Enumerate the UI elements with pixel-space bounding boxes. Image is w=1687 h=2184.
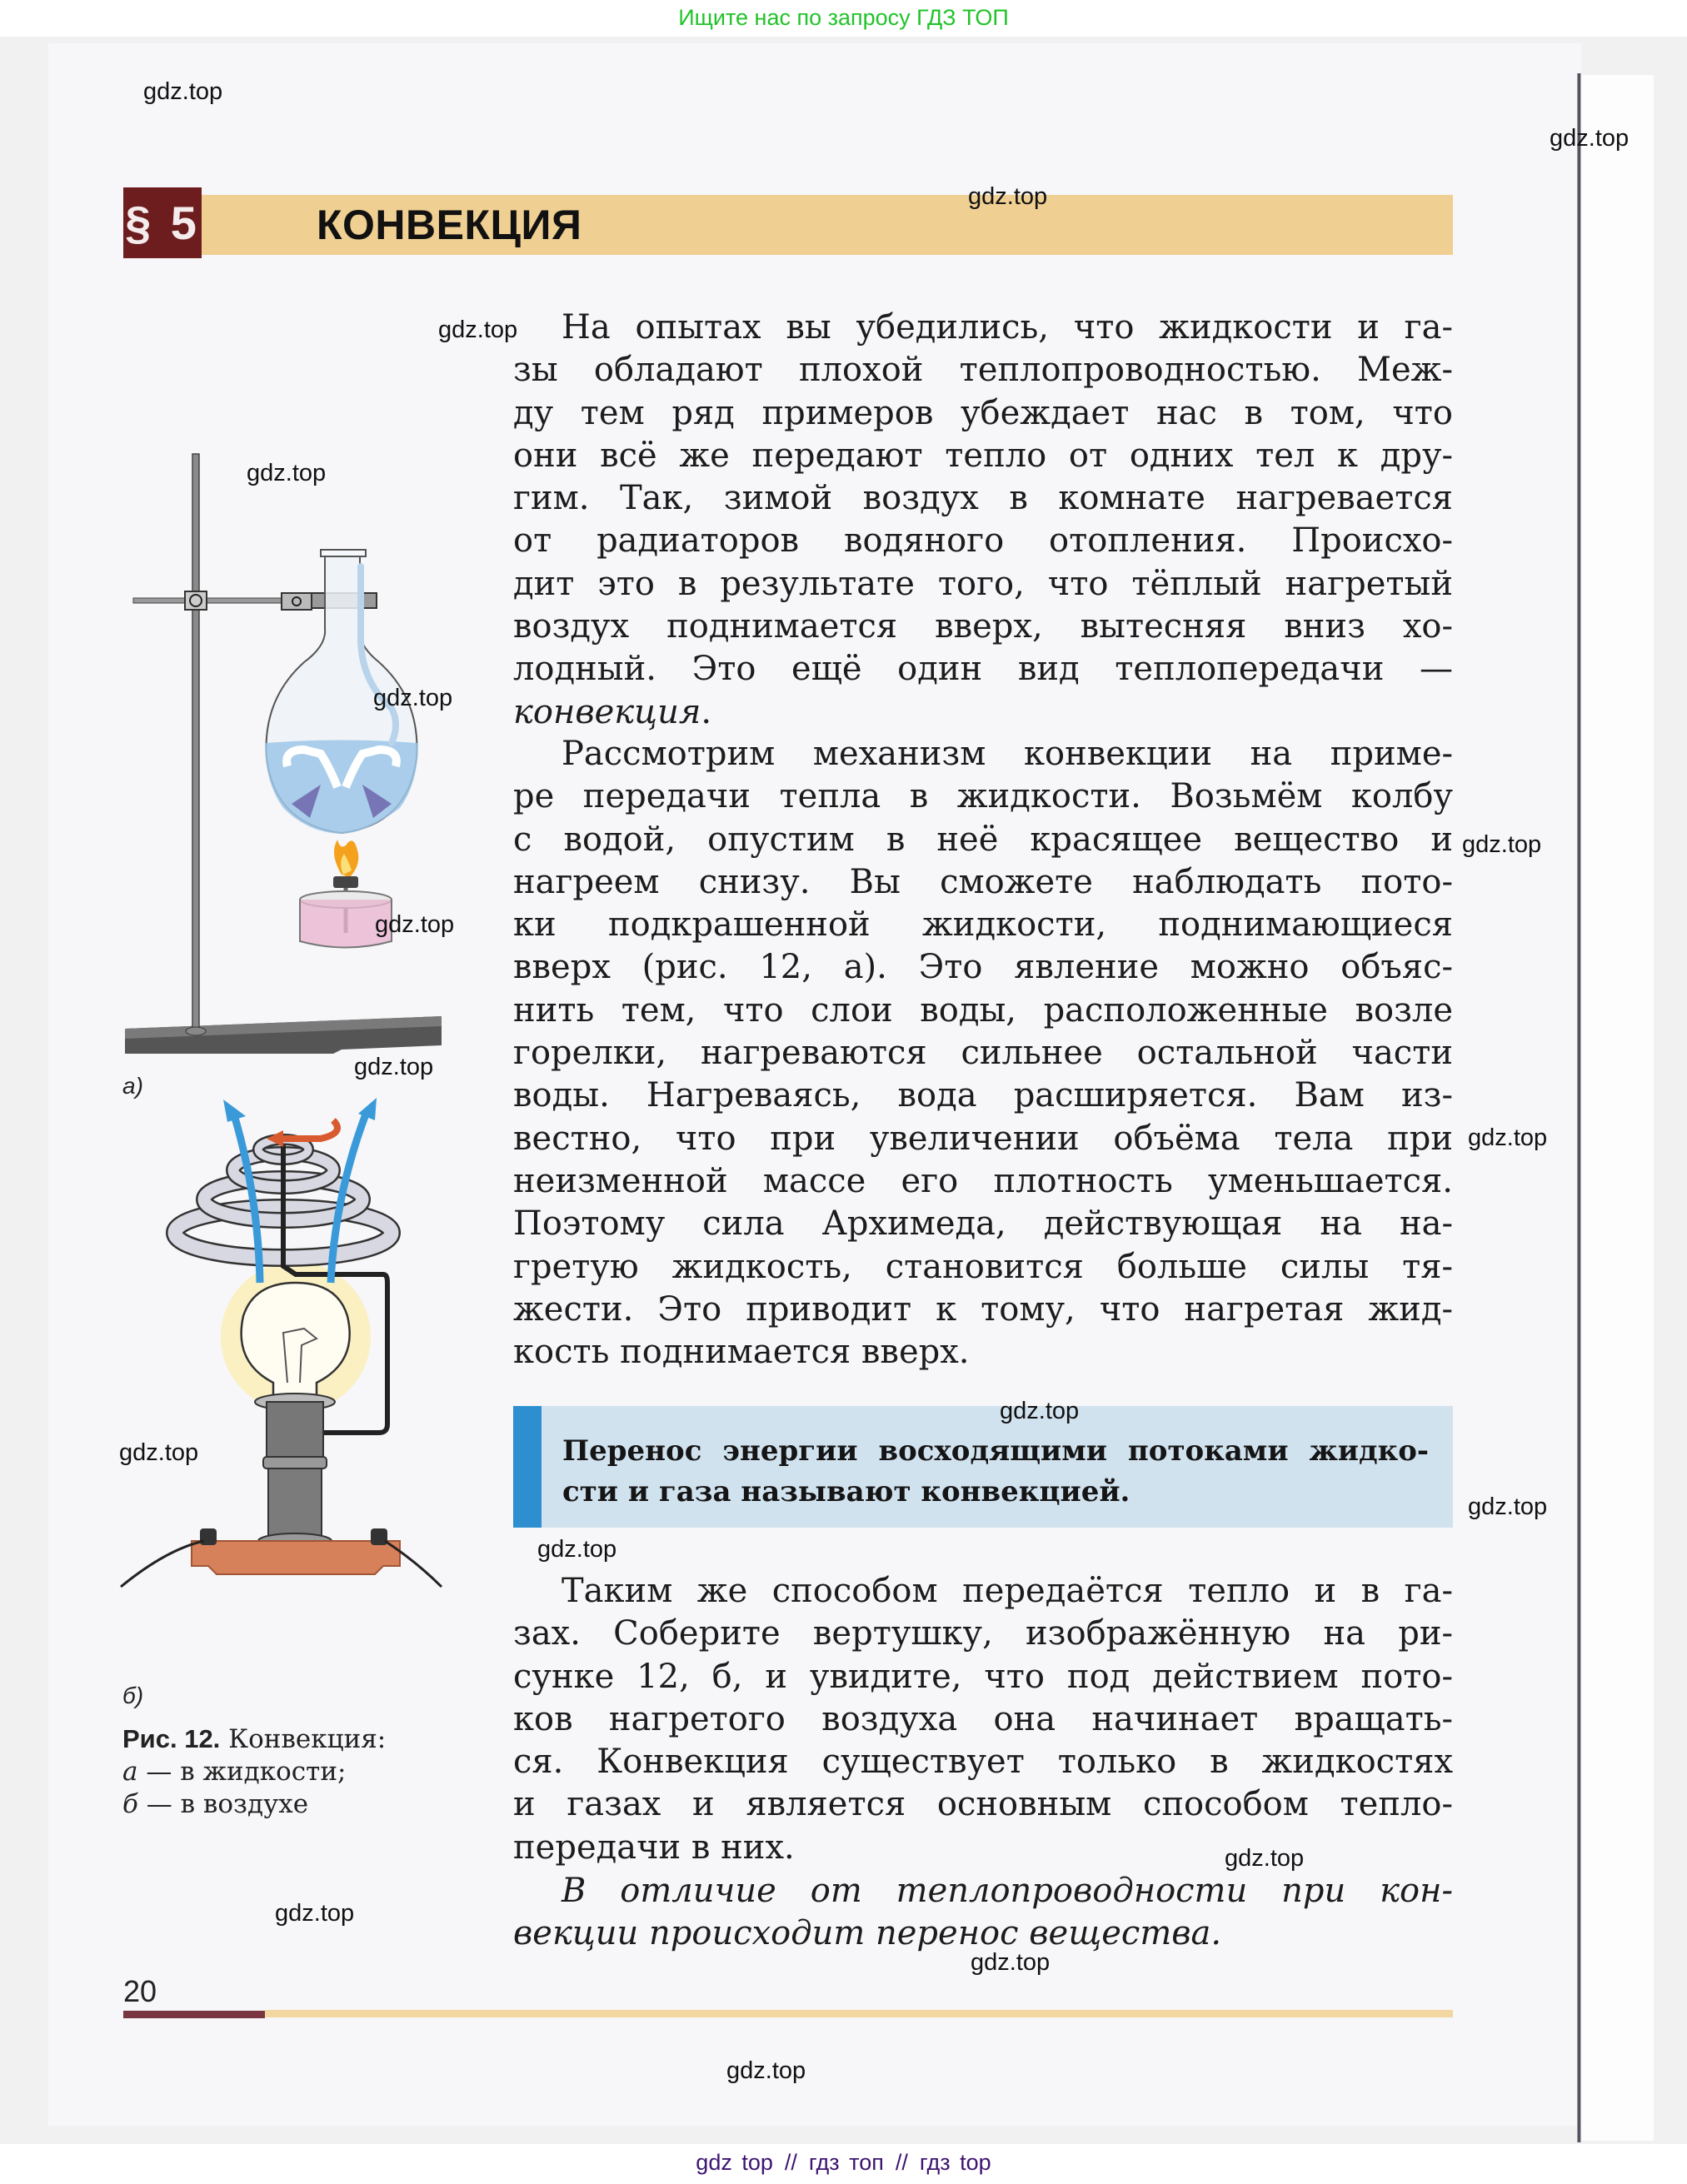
definition-text <box>562 1431 1429 1513</box>
text-line: Рассмотрим механизм конвекции на приме- <box>562 735 1453 773</box>
watermark: gdz.top <box>1000 1398 1080 1424</box>
watermark: gdz.top <box>1462 831 1542 858</box>
text-line: На опытах вы убедились, что жидкости и га- <box>562 308 1453 347</box>
text-line: с водой, опустим в неё красящее вещество и <box>513 820 1453 859</box>
definition-accent-stripe <box>513 1406 542 1528</box>
caption-line-b: б — в воздухе <box>122 1789 309 1819</box>
text-line: лодный. Это ещё один вид теплопередачи — <box>513 650 1453 689</box>
watermark: gdz.top <box>375 911 455 938</box>
definition-line: сти и газа называют конвекцией. <box>562 1475 1130 1508</box>
text-line: нагреем снизу. Вы сможете наблюдать пото- <box>513 862 1453 901</box>
text-line: сунке 12, б, и увидите, что под действием пото- <box>513 1657 1453 1696</box>
section-number-badge: § 5 <box>123 187 202 258</box>
text-line: зы обладают плохой теплопроводностью. Меж- <box>513 351 1453 390</box>
text-line: ся. Конвекция существует только в жидкостях <box>513 1743 1453 1782</box>
text-line: воздух поднимается вверх, вытесняя вниз хо- <box>513 607 1453 646</box>
term-convection: конвекция <box>513 692 701 731</box>
text-line: гим. Так, зимой воздух в комнате нагревается <box>513 479 1453 518</box>
next-page-edge <box>1579 75 1654 2141</box>
watermark: gdz.top <box>247 460 327 486</box>
text-line: дит это в результате того, что тёплый нагретый <box>513 564 1453 603</box>
figure-caption <box>122 1723 481 1821</box>
text-line: передачи в них. <box>513 1827 795 1867</box>
text-line: они всё же передают тепло от одних тел к дру- <box>513 436 1453 475</box>
paragraph-liquid-convection <box>513 733 1453 1374</box>
watermark: gdz.top <box>1225 1845 1305 1872</box>
page-number: 20 <box>123 1974 157 2008</box>
text-line: нить тем, что слои воды, расположенные возле <box>513 990 1453 1030</box>
watermark: gdz.top <box>373 685 453 711</box>
watermark: gdz.top <box>1468 1493 1548 1520</box>
footer-bar <box>265 2010 1453 2017</box>
bottom-banner-link-2[interactable]: гдз топ <box>808 2150 884 2175</box>
watermark: gdz.top <box>726 2057 806 2084</box>
text-line: кость поднимается вверх. <box>513 1333 970 1372</box>
text-line: В отличие от теплопроводности при кон- <box>562 1872 1453 1910</box>
watermark: gdz.top <box>1550 125 1630 152</box>
text-line: гретую жидкость, становится больше силы тя- <box>513 1247 1453 1286</box>
text-line: воды. Нагреваясь, вода расширяется. Вам из- <box>513 1076 1453 1115</box>
text-line: Таким же способом передаётся тепло и в га- <box>562 1572 1453 1610</box>
text-line: ре передачи тепла в жидкости. Возьмём колбу <box>513 777 1453 816</box>
watermark: gdz.top <box>275 1900 355 1927</box>
spiral-pinwheel-illustration <box>117 1095 483 1678</box>
figure-label-a: а) <box>122 1073 143 1099</box>
watermark: gdz.top <box>354 1054 434 1080</box>
text-line: ки подкрашенной жидкости, поднимающиеся <box>513 905 1453 945</box>
bottom-banner: gdz top // гдз топ // гдз top <box>0 2144 1687 2184</box>
watermark: gdz.top <box>968 183 1048 210</box>
footer-bar-accent <box>123 2011 265 2018</box>
text-line: ду тем ряд примеров убеждает нас в том, что <box>513 393 1453 432</box>
text-line: горелки, нагреваются сильнее остальной части <box>513 1034 1453 1073</box>
watermark: gdz.top <box>971 1949 1051 1976</box>
paragraph-intro <box>513 307 1453 734</box>
caption-title-line: Рис. 12. Конвекция: <box>122 1724 387 1754</box>
bottom-banner-link-3[interactable]: гдз top <box>919 2150 991 2175</box>
watermark: gdz.top <box>537 1536 617 1563</box>
flask-convection-illustration <box>117 433 483 1066</box>
watermark: gdz.top <box>1468 1124 1548 1151</box>
text-line: конвекция. <box>513 692 712 731</box>
paragraph-conclusion <box>513 1870 1453 1956</box>
top-banner: Ищите нас по запросу ГДЗ ТОП <box>0 0 1687 37</box>
watermark: gdz.top <box>119 1439 199 1466</box>
page-spine <box>1577 73 1581 2142</box>
caption-line-a: а — в жидкости; <box>122 1757 347 1787</box>
text-line: вверх (рис. 12, а). Это явление можно объяс- <box>513 948 1453 987</box>
watermark: gdz.top <box>438 317 518 343</box>
text-line: зах. Соберите вертушку, изображённую на ри- <box>513 1614 1453 1653</box>
figure-label-b: б) <box>122 1683 144 1708</box>
text-line: жести. Это приводит к тому, что нагретая жид- <box>513 1289 1453 1329</box>
watermark: gdz.top <box>143 78 223 105</box>
text-line: ков нагретого воздуха она начинает вращать- <box>513 1699 1453 1738</box>
section-title: КОНВЕКЦИЯ <box>317 202 582 248</box>
text-line: и газах и является основным способом тепло- <box>513 1785 1453 1824</box>
definition-line: Перенос энергии восходящими потоками жидко- <box>562 1434 1429 1468</box>
text-line: векции происходит перенос вещества. <box>513 1914 1222 1953</box>
text-line: Поэтому сила Архимеда, действующая на на- <box>513 1204 1453 1244</box>
paragraph-gas-convection <box>513 1570 1453 1869</box>
bottom-banner-link-1[interactable]: gdz top <box>696 2150 773 2175</box>
text-line: неизменной массе его плотность уменьшается. <box>513 1161 1453 1200</box>
text-line: вестно, что при увеличении объёма тела при <box>513 1119 1453 1158</box>
text-line: от радиаторов водяного отопления. Происхо- <box>513 521 1453 561</box>
